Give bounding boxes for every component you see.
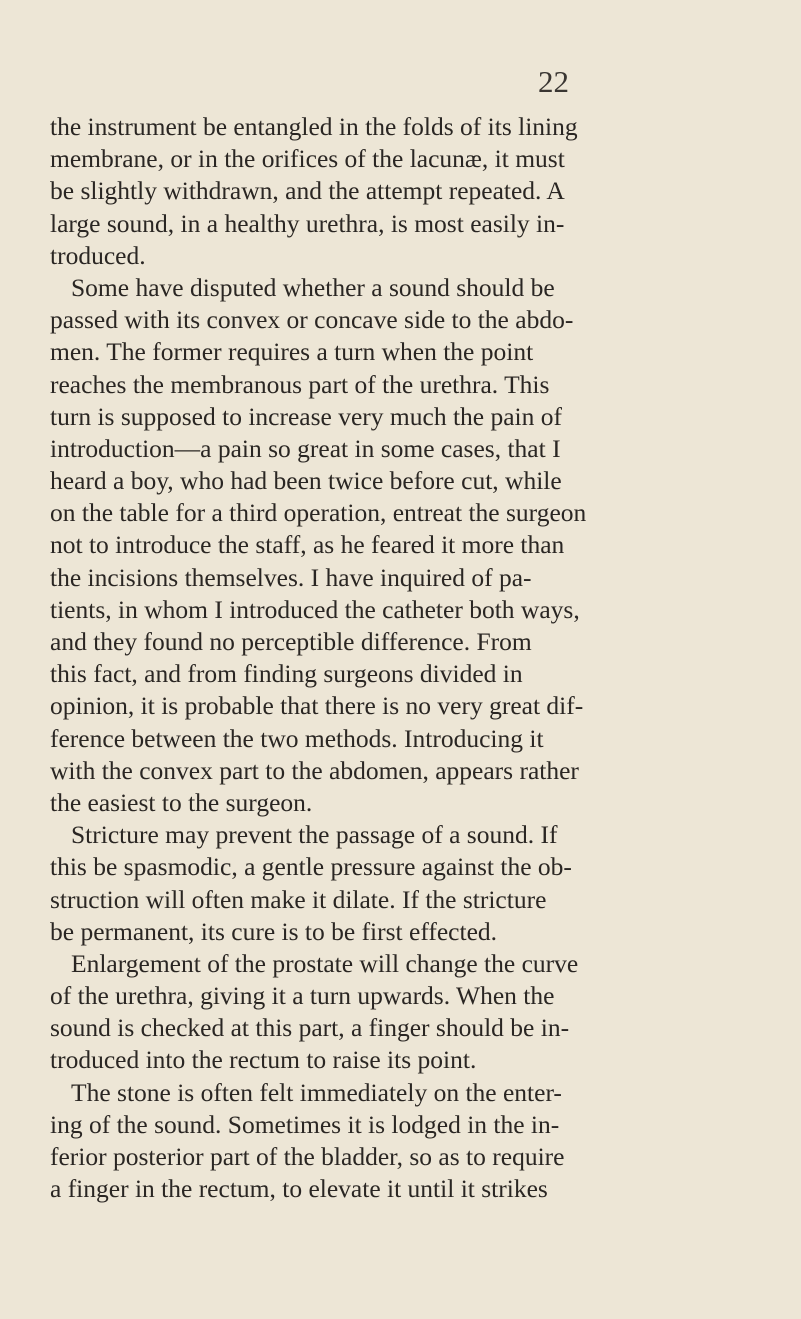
paragraph-start-line: The stone is often felt immediately on the enter- [71,1077,562,1107]
text-line: and they found no perceptible difference. From [50,627,532,656]
paragraph-start-line: Stricture may prevent the passage of a sound. If [71,820,558,850]
paragraph-start-line: Enlargement of the prostate will change the curve [71,948,579,978]
text-line: heard a boy, who had been twice before cut, while [50,466,562,496]
text-line: opinion, it is probable that there is no very great dif- [50,691,584,721]
text-line: reaches the membranous part of the urethra. This [50,369,550,399]
text-line: on the table for a third operation, entreat the surgeon [50,498,587,528]
paragraph-start-line: Some have disputed whether a sound should be [71,272,555,302]
text-line: passed with its convex or concave side to the abdo- [50,305,574,335]
body-text [50,111,762,1205]
text-line: this fact, and from finding surgeons divided in [50,659,523,689]
text-line: introduction—a pain so great in some cases, that I [50,433,561,463]
text-line: troduced. [50,240,146,270]
text-line: a finger in the rectum, to elevate it until it strikes [50,1174,548,1204]
text-line: the incisions themselves. I have inquired of pa- [50,562,532,592]
text-line: not to introduce the staff, as he feared it more than [50,530,565,560]
text-line: ing of the sound. Sometimes it is lodged in the in- [50,1109,560,1139]
text-line: tients, in whom I introduced the catheter both ways, [50,594,580,624]
text-line: ference between the two methods. Introducing it [50,723,544,753]
text-line: be permanent, its cure is to be first effected. [50,916,498,946]
page-number: 22 [538,64,569,99]
text-line: turn is supposed to increase very much the pain of [50,401,562,431]
text-line: the easiest to the surgeon. [50,787,313,817]
text-line: troduced into the rectum to raise its point. [50,1045,477,1075]
text-line: with the convex part to the abdomen, appears rather [50,755,579,785]
text-line: struction will often make it dilate. If the stricture [50,884,547,914]
text-line: membrane, or in the orifices of the lacunæ, it must [50,144,565,174]
text-line: large sound, in a healthy urethra, is most easily in- [50,208,565,238]
text-line: sound is checked at this part, a finger should be in- [50,1013,570,1043]
text-line: men. The former requires a turn when the point [50,337,534,367]
text-line: the instrument be entangled in the folds of its lining [50,112,578,141]
text-line: ferior posterior part of the bladder, so as to require [50,1142,565,1171]
text-line: of the urethra, giving it a turn upwards. When the [50,981,555,1011]
text-line: be slightly withdrawn, and the attempt repeated. A [50,176,565,206]
text-line: this be spasmodic, a gentle pressure against the ob- [50,852,572,882]
